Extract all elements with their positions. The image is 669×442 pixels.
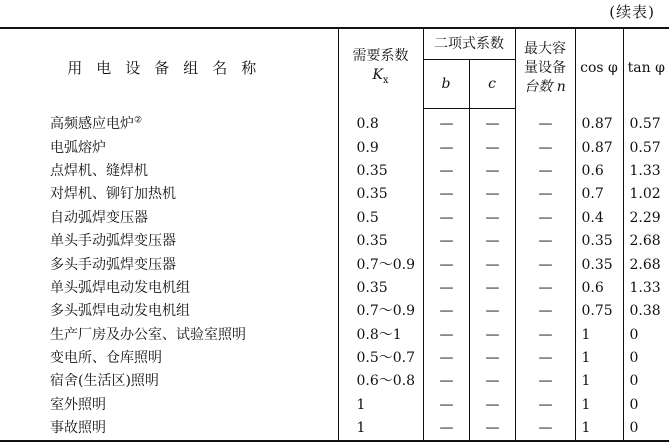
equipment-name-cell: 单头手动弧焊变压器 [50,233,176,250]
c-cell: — [469,417,515,441]
n-cell: — [515,253,575,276]
cos-cell: 1 [575,417,623,441]
table-row [0,370,669,393]
kx-cell: 0.8～1 [338,324,423,347]
b-cell: — [423,109,469,137]
c-cell: — [469,277,515,300]
tan-cell: 0 [623,417,669,441]
n-cell: — [515,394,575,417]
equipment-name-cell: 变电所、仓库照明 [50,350,162,367]
cos-cell: 0.75 [575,300,623,323]
cos-cell: 0.6 [575,277,623,300]
header-c: c [469,60,515,109]
tan-cell: 2.68 [623,253,669,276]
cos-cell: 0.7 [575,183,623,206]
table-row [0,253,669,276]
kx-cell: 0.7～0.9 [338,253,423,276]
c-cell: — [469,136,515,159]
cos-cell: 0.6 [575,160,623,183]
tan-cell: 0 [623,370,669,393]
tan-cell: 2.68 [623,230,669,253]
kx-cell: 0.8 [338,109,423,137]
table-row [0,417,669,441]
n-cell: — [515,370,575,393]
header-cos-phi: cos φ [575,28,623,109]
continuation-label: (续表) [609,3,655,21]
equipment-name-cell: 多头弧焊电动发电机组 [50,303,190,320]
header-b: b [423,60,469,109]
b-cell: — [423,347,469,370]
b-cell: — [423,300,469,323]
cos-cell: 0.35 [575,230,623,253]
c-cell: — [469,370,515,393]
equipment-name-cell: 点焊机、缝焊机 [50,162,148,179]
n-cell: — [515,324,575,347]
header-demand-coefficient: 需要系数 $K_x$ [338,28,423,109]
c-cell: — [469,160,515,183]
c-cell: — [469,347,515,370]
equipment-name-cell: 对焊机、铆钉加热机 [50,186,176,203]
equipment-name-cell: 生产厂房及办公室、试验室照明 [50,326,246,343]
table-row [0,394,669,417]
equipment-name-cell: 电弧熔炉 [50,139,106,156]
demand-coefficient-table [0,27,669,442]
table-row [0,183,669,206]
n-cell: — [515,109,575,137]
b-cell: — [423,160,469,183]
b-cell: — [423,207,469,230]
b-cell: — [423,253,469,276]
c-cell: — [469,253,515,276]
n-cell: — [515,160,575,183]
tan-cell: 0 [623,324,669,347]
kx-cell: 0.35 [338,277,423,300]
kx-cell: 0.35 [338,230,423,253]
n-cell: — [515,417,575,441]
header-tan-phi: tan φ [623,28,669,109]
table-row [0,347,669,370]
table-row [0,277,669,300]
equipment-name-cell: 高频感应电炉② [50,115,143,132]
table-row [0,230,669,253]
b-cell: — [423,417,469,441]
kx-cell: 0.5～0.7 [338,347,423,370]
c-cell: — [469,394,515,417]
n-cell: — [515,207,575,230]
tan-cell: 1.02 [623,183,669,206]
c-cell: — [469,300,515,323]
kx-cell: 0.7～0.9 [338,300,423,323]
header-binomial-coefficient: 二项式系数 [423,28,515,60]
table-row [0,324,669,347]
n-cell: — [515,300,575,323]
cos-cell: 0.87 [575,109,623,137]
table-row [0,109,669,137]
c-cell: — [469,183,515,206]
b-cell: — [423,324,469,347]
kx-cell: 1 [338,417,423,441]
n-cell: — [515,136,575,159]
n-cell: — [515,183,575,206]
b-cell: — [423,370,469,393]
b-cell: — [423,230,469,253]
cos-cell: 0.4 [575,207,623,230]
equipment-name-cell: 多头手动弧焊变压器 [50,256,176,273]
header-equipment-name: 用电设备组名称 [0,28,338,109]
table-row [0,136,669,159]
equipment-name-cell: 室外照明 [50,396,106,413]
cos-cell: 1 [575,370,623,393]
kx-cell: 0.35 [338,160,423,183]
tan-cell: 0 [623,347,669,370]
equipment-name-cell: 事故照明 [0,417,338,441]
c-cell: — [469,207,515,230]
cos-cell: 1 [575,324,623,347]
tan-cell: 1.33 [623,277,669,300]
kx-cell: 0.9 [338,136,423,159]
n-cell: — [515,277,575,300]
c-cell: — [469,109,515,137]
c-cell: — [469,324,515,347]
b-cell: — [423,277,469,300]
equipment-name-cell: 单头弧焊电动发电机组 [50,279,190,296]
n-cell: — [515,230,575,253]
cos-cell: 0.35 [575,253,623,276]
equipment-name-cell: 宿舍(生活区)照明 [50,373,159,390]
tan-cell: 0.57 [623,136,669,159]
n-cell: — [515,347,575,370]
footnote-marker: ② [134,115,143,126]
tan-cell: 1.33 [623,160,669,183]
b-cell: — [423,394,469,417]
tan-cell: 2.29 [623,207,669,230]
cos-cell: 1 [575,394,623,417]
kx-cell: 0.35 [338,183,423,206]
kx-cell: 1 [338,394,423,417]
table-row [0,160,669,183]
kx-cell: 0.5 [338,207,423,230]
b-cell: — [423,183,469,206]
table-row [0,207,669,230]
c-cell: — [469,230,515,253]
cos-cell: 0.87 [575,136,623,159]
tan-cell: 0.57 [623,109,669,137]
equipment-name-cell: 自动弧焊变压器 [50,209,148,226]
kx-cell: 0.6～0.8 [338,370,423,393]
b-cell: — [423,136,469,159]
table-row [0,300,669,323]
cos-cell: 1 [575,347,623,370]
tan-cell: 0 [623,394,669,417]
header-max-capacity-count: 最大容 量设备 台数 n [515,28,575,109]
tan-cell: 0.38 [623,300,669,323]
